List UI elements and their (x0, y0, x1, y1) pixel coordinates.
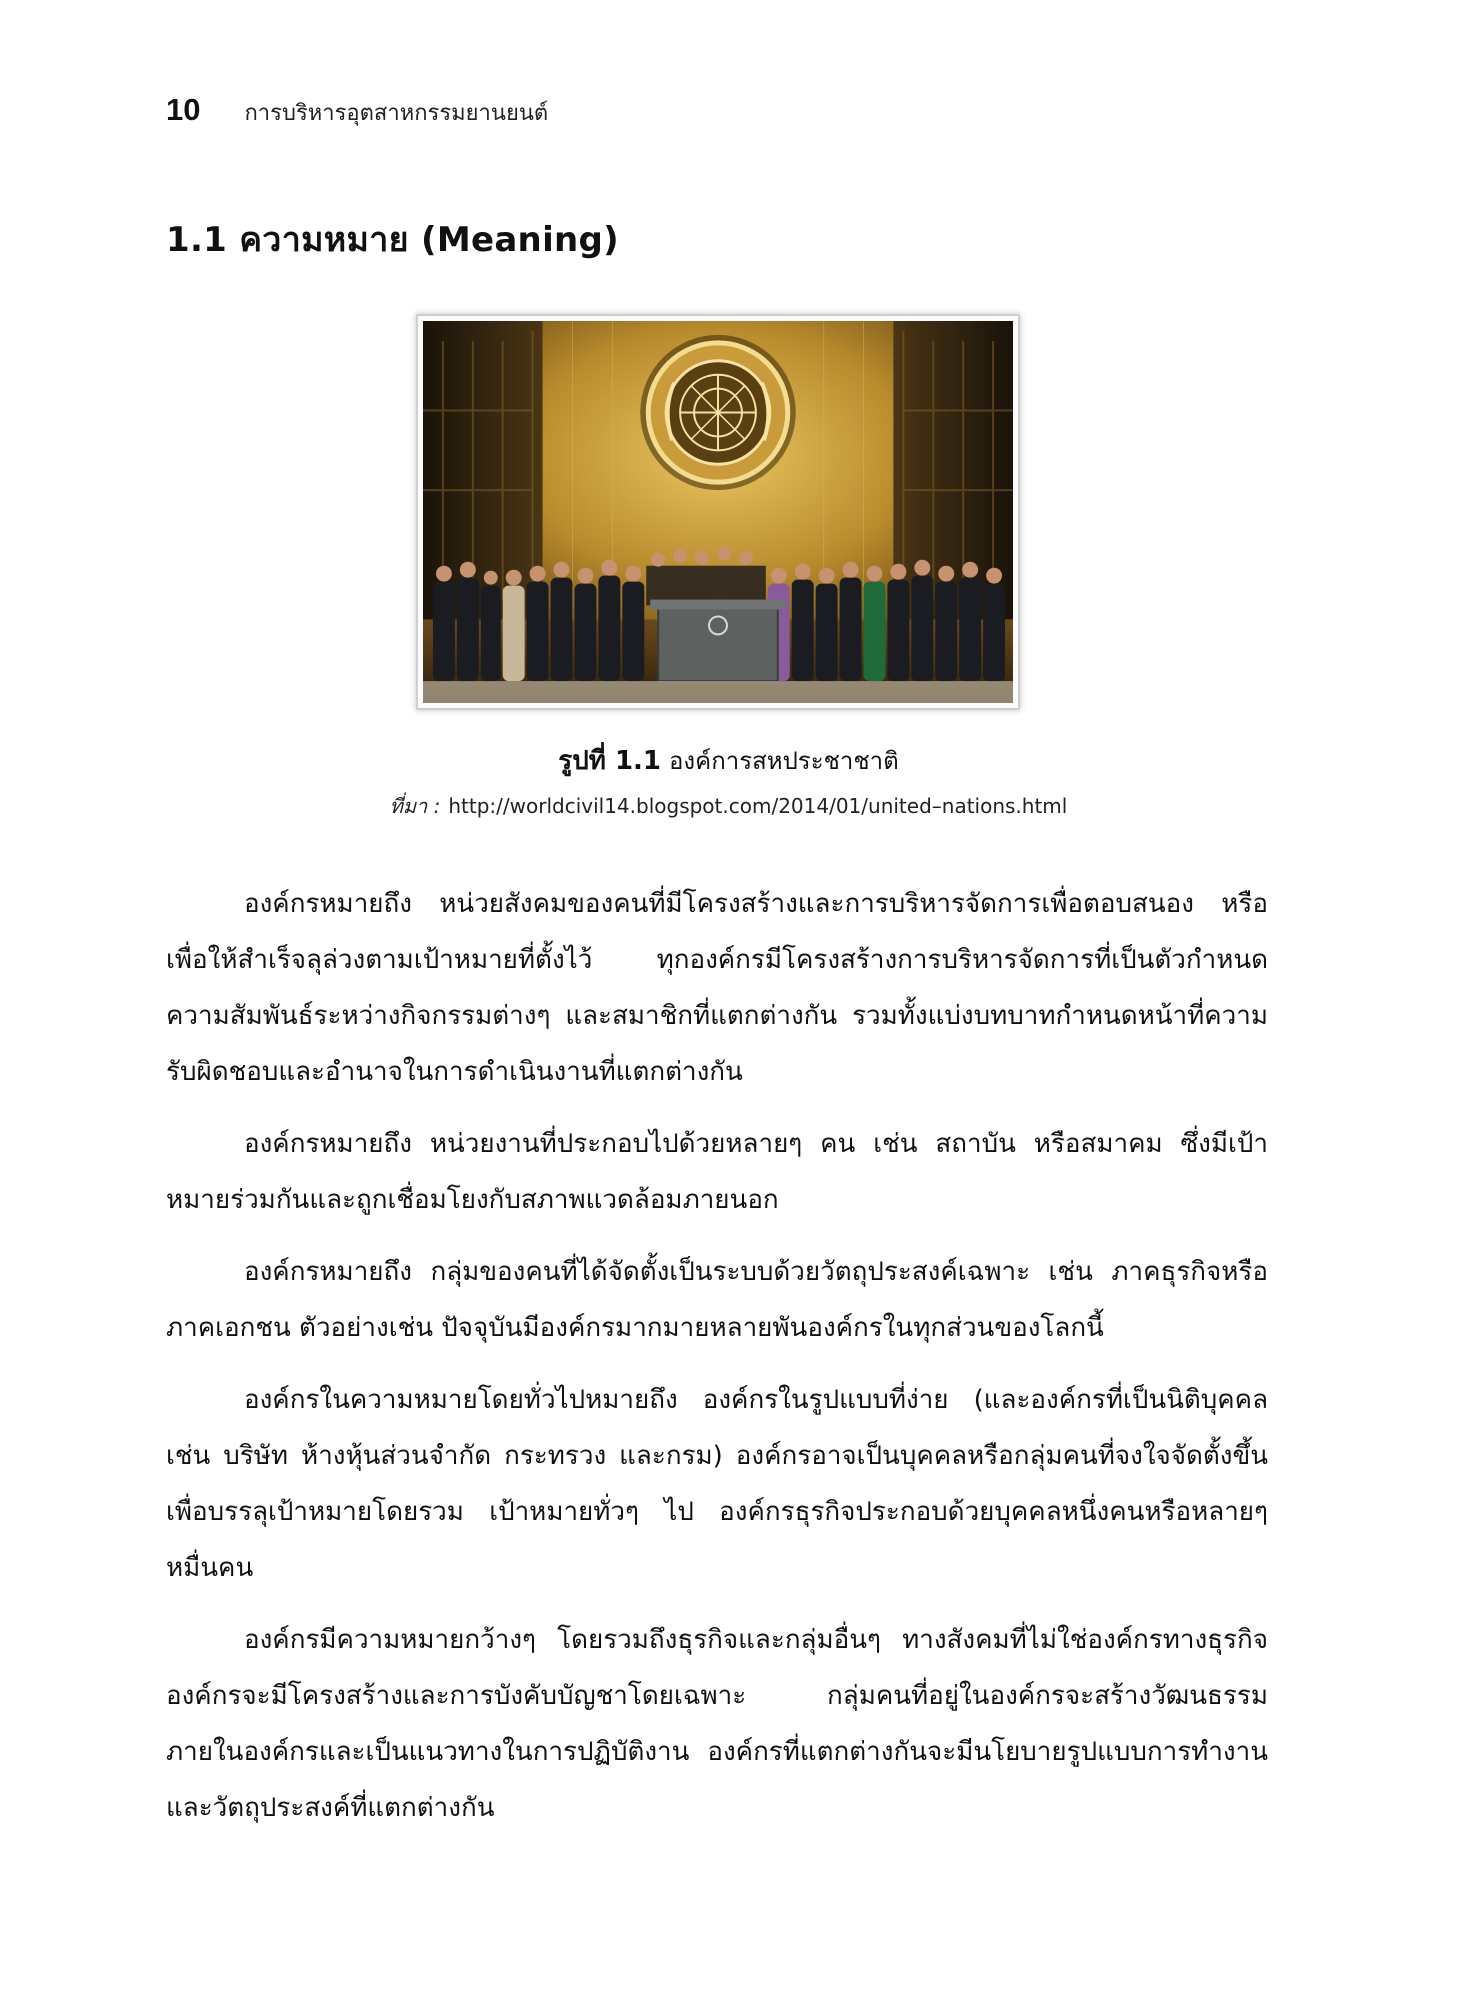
paragraph: องค์กรมีความหมายกว้างๆ โดยรวมถึงธุรกิจและกลุ่มอื่นๆ ทางสังคมที่ไม่ใช่องค์กรทางธุรกิจ องค์กรจะมีโครงสร้างและการบังคับบัญชาโดยเฉพาะ กลุ่มคนที่อยู่ในองค์กรจะสร้างวัฒนธรรมภายในองค์กรและเป็นแนวทางในการปฏิบัติงาน องค์กรที่แตกต่างกันจะมีนโยบายรูปแบบการทำงานและวัตถุประสงค์ที่แตกต่างกัน (166, 1625, 1268, 1823)
figure-un-general-assembly-photo (416, 314, 1020, 710)
paragraph: องค์กรหมายถึง หน่วยสังคมของคนที่มีโครงสร้างและการบริหารจัดการเพื่อตอบสนอง หรือเพื่อให้สำเร็จลุล่วงตามเป้าหมายที่ตั้งไว้ ทุกองค์กรมีโครงสร้างการบริหารจัดการที่เป็นตัวกำหนดความสัมพันธ์ระหว่างกิจกรรมต่างๆ และสมาชิกที่แตกต่างกัน รวมทั้งแบ่งบทบาทกำหนดหน้าที่ความรับผิดชอบและอำนาจในการดำเนินงานที่แตกต่างกัน (166, 889, 1268, 1087)
running-title: การบริหารอุตสาหกรรมยานยนต์ (244, 101, 549, 126)
figure-caption (0, 740, 1457, 781)
un-emblem-icon (640, 335, 795, 490)
figure-source (0, 790, 1457, 822)
paragraph: องค์กรหมายถึง กลุ่มของคนที่ได้จัดตั้งเป็นระบบด้วยวัตถุประสงค์เฉพาะ เช่น ภาคธุรกิจหรือภาคเอกชน ตัวอย่างเช่น ปัจจุบันมีองค์กรมากมายหลายพันองค์กรในทุกส่วนของโลกนี้ (166, 1257, 1268, 1343)
figure-caption-label: รูปที่ 1.1 (558, 746, 662, 776)
paragraph: องค์กรในความหมายโดยทั่วไปหมายถึง องค์กรในรูปแบบที่ง่าย (และองค์กรที่เป็นนิติบุคคล เช่น บริษัท ห้างหุ้นส่วนจำกัด กระทรวง และกรม) องค์กรอาจเป็นบุคคลหรือกลุ่มคนที่จงใจจัดตั้งขึ้นเพื่อบรรลุเป้าหมายโดยรวม เป้าหมายทั่วๆ ไป องค์กรธุรกิจประกอบด้วยบุคคลหนึ่งคนหรือหลายๆ หมื่นคน (166, 1385, 1268, 1583)
section-heading: 1.1 ความหมาย (Meaning) (166, 220, 619, 260)
paragraph: องค์กรหมายถึง หน่วยงานที่ประกอบไปด้วยหลายๆ คน เช่น สถาบัน หรือสมาคม ซึ่งมีเป้าหมายร่วมกันและถูกเชื่อมโยงกับสภาพแวดล้อมภายนอก (166, 1129, 1268, 1215)
figure-source-url: http://worldcivil14.blogspot.com/2014/01/united–nations.html (448, 794, 1068, 818)
page-number: 10 (166, 92, 201, 127)
un-assembly-illustration (423, 321, 1013, 703)
figure-caption-text: องค์การสหประชาชาติ (669, 747, 899, 775)
podium (650, 600, 786, 682)
figure-source-label: ที่มา : (389, 794, 441, 818)
body-text (166, 876, 1268, 1852)
page-header (166, 92, 548, 130)
